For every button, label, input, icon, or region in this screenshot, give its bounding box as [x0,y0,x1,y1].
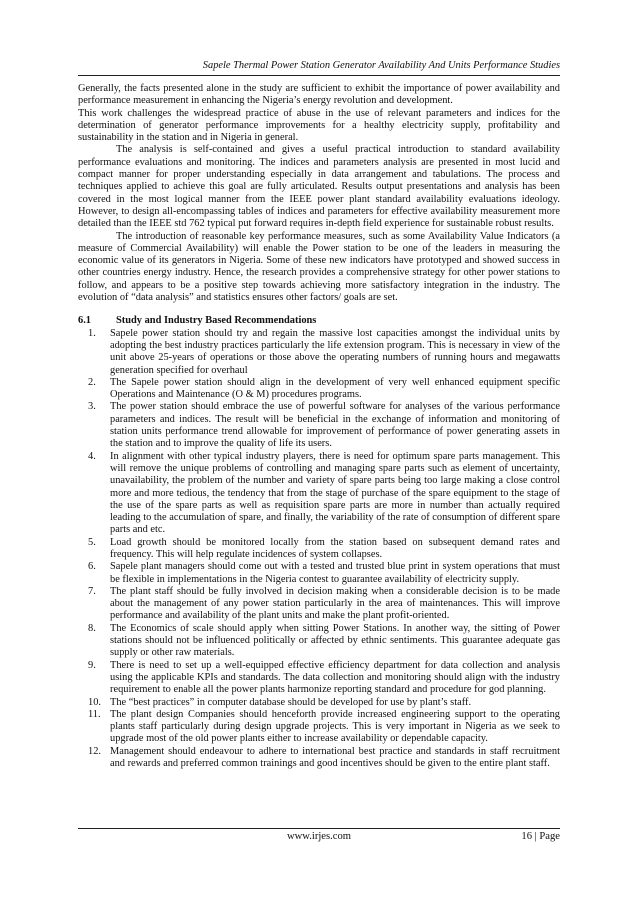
item-text: The plant staff should be fully involved in decision making when a considerable decision is to be made about the management of any power station particularly in the area of maintenances. This will improve performance and availability of the plant units and make the plant profit-oriented. [110,585,560,622]
item-text: There is need to set up a well-equipped effective efficiency department for data collection and analysis using the applicable KPIs and standards. The data collection and monitoring should align with the industry requirement to enable all the power plants harmonize reporting standard and procedure for god planning. [110,659,560,696]
running-header: Sapele Thermal Power Station Generator Availability And Units Performance Studies [202,60,560,71]
item-text: The power station should embrace the use of powerful software for analyses of the various performance parameters and indices. The result will be beneficial in the exchange of information and monitoring of station units performance trend allowable for improvement of performance of power generating assets in the station and to improve the quality of life its users. [110,401,560,450]
footer-rule [78,828,560,829]
list-item [78,660,560,697]
list-item [78,623,560,660]
item-number: 8. [88,622,96,634]
item-number: 2. [88,376,96,388]
item-number: 10. [88,696,101,708]
item-number: 6. [88,561,96,573]
section-title: Study and Industry Based Recommendations [116,315,317,327]
item-number: 1. [88,327,96,339]
item-number: 12. [88,745,101,757]
item-text: In alignment with other typical industry players, there is need for optimum spare parts management. This will remove the unique problems of controlling and managing spare parts such as element of uncertainty, unavailability, the problem of the number and variety of spare parts being too large making a close control more and more tedious, the tendency that from the stage of purchase of the spare equipment to the stage of the use of the spare parts as well as requisition spare parts are more in number than actually required leading to the accumulation of spare, and finally, the variability of the rate of consumption of different spare parts and etc. [110,450,560,536]
paragraph: This work challenges the widespread practice of abuse in the use of relevant parameters and indices for the determination of generator performance improvements for a healthy electricity supply, profitability and sustainability in the station and in Nigeria in general. [78,107,560,144]
list-item [78,401,560,450]
section-number: 6.1 [78,315,91,327]
paragraph: Generally, the facts presented alone in the study are sufficient to exhibit the importance of power availability and performance measurement in enhancing the Nigeria’s energy revolution and development. [78,83,560,107]
item-number: 3. [88,401,96,413]
item-text: The plant design Companies should henceforth provide increased engineering support to the operating plants staff particularly during design upgrade projects. This is very important in Nigeria as we seek to upgrade most of the old power plants either to increase availability or dependable capacity. [110,708,560,745]
list-item [78,328,560,377]
paragraph: The analysis is self-contained and gives a useful practical introduction to standard availability performance evaluations and monitoring. The indices and parameters analysis are presented in most lucid and compact manner for proper understanding especially in data arrangement and tabulations. The process and techniques applied to achieve this goal are fully articulated. Results output presentations and analysis has been covered in the most logical manner from the IEEE power plant standard availability evaluations ideology. However, to design all-encompassing tables of indices and parameters for effective availability measurement more detailed than the IEEE std 762 typical put forward requires in-depth field experience for sustainable robust results. [78,144,560,230]
list-item [78,377,560,402]
item-number: 9. [88,659,96,671]
item-text: Management should endeavour to adhere to international best practice and standards in staff recruitment and rewards and preferred common trainings and good incentives should be given to the entire plant staff. [110,745,560,770]
item-text: The Sapele power station should align in the development of very well enhanced equipment specific Operations and Maintenance (O & M) procedures programs. [110,376,560,401]
list-item [78,586,560,623]
item-text: Sapele plant managers should come out with a tested and trusted blue print in system operations that must be flexible in implementations in the Nigeria contest to guarantee availability of electricity supply. [110,561,560,585]
item-number: 4. [88,450,96,462]
item-text: The Economics of scale should apply when sitting Power Stations. In another way, the sitting of Power stations should not be influenced politically or affected by ethnic sentiments. This guarantee adequate gas supply or other raw materials. [110,622,560,659]
item-number: 7. [88,585,96,597]
page-number: 16 | Page [521,831,560,842]
item-text: Sapele power station should try and regain the massive lost capacities amongst the individual units by adopting the best industry practices particularly the life extension program. This is necessary in view of the unit above 25-years of operations or those above the operating numbers of running hours and megawatts generation specified for overhaul [110,327,560,376]
item-number: 11. [88,708,101,720]
list-item [78,697,560,709]
list-item [78,537,560,562]
footer-url: www.irjes.com [286,831,352,842]
item-text: The “best practices” in computer database should be developed for use by plant’s staff. [110,696,472,708]
section-heading [78,315,560,327]
page-body [78,83,560,770]
list-item [78,561,560,586]
paragraph: The introduction of reasonable key performance measures, such as some Availability Value Indicators (a measure of Commercial Availability) will enable the Power station to be one of the leaders in measuring the economic value of its generators in Nigeria. Some of these new indicators have prototyped and showed success in other countries energy industry. Hence, the research provides a comprehensive strategy for other power stations to follow, and appears to be a positive step towards achieving more satisfactory integration in the industry. The evolution of “data analysis” and statistics ensures other factors/ goals are set. [78,230,560,304]
recommendations-list [78,328,560,771]
header-rule [78,75,560,76]
list-item [78,451,560,537]
item-text: Load growth should be monitored locally from the station based on subsequent demand rates and frequency. This will help regulate incidences of system collapses. [110,536,560,560]
list-item [78,746,560,771]
item-number: 5. [88,536,96,548]
list-item [78,709,560,746]
